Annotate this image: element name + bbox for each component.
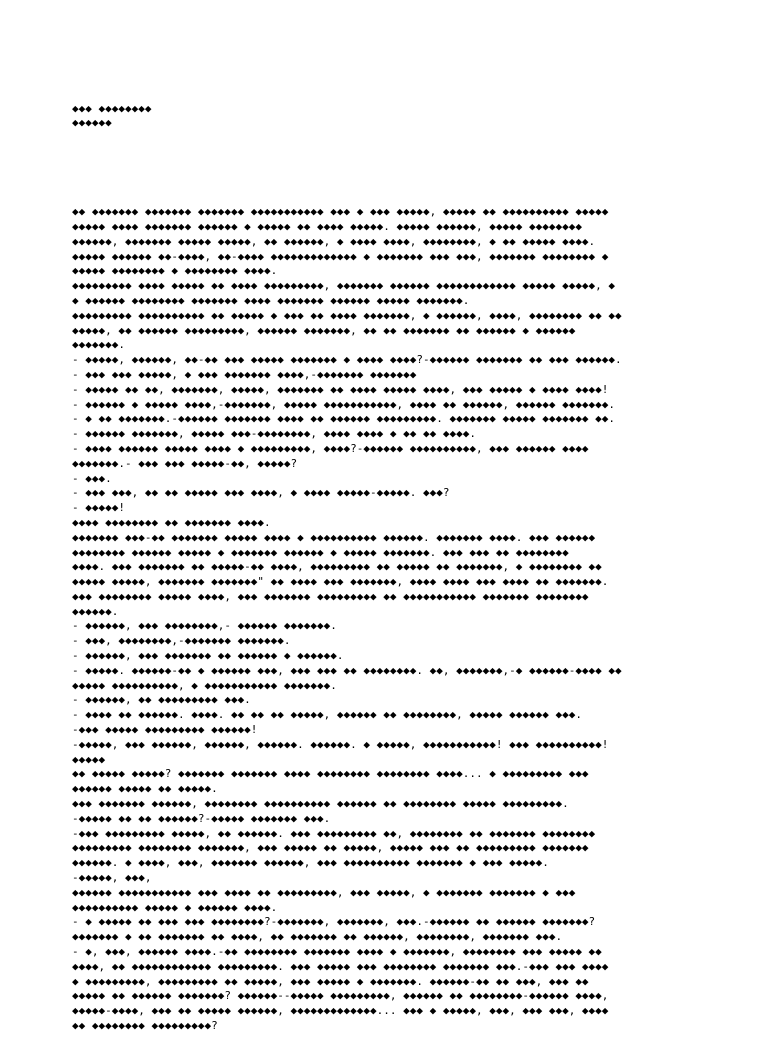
text-line: - ◆◆◆◆◆◆, ◆◆ ◆◆◆◆◆◆◆◆◆ ◆◆◆. <box>72 693 251 707</box>
text-line: - ◆◆◆◆ ◆◆ ◆◆◆◆◆◆. ◆◆◆◆. ◆◆ ◆◆ ◆◆ ◆◆◆◆◆, ◆◆◆◆◆◆ ◆◆ ◆◆◆◆◆◆◆◆, ◆◆◆◆◆ ◆◆◆◆◆◆ ◆◆◆. <box>72 708 582 722</box>
text-line: - ◆◆◆◆◆◆, ◆◆◆ ◆◆◆◆◆◆◆◆,- ◆◆◆◆◆◆ ◆◆◆◆◆◆◆. <box>72 619 337 633</box>
text-line: ◆◆◆◆. ◆◆◆ ◆◆◆◆◆◆◆ ◆◆ ◆◆◆◆◆-◆◆ ◆◆◆◆, ◆◆◆◆◆◆◆◆◆ ◆◆ ◆◆◆◆◆ ◆◆ ◆◆◆◆◆◆◆, ◆ ◆◆◆◆◆◆◆◆ ◆◆ <box>72 560 602 574</box>
heading-line: ◆◆◆◆◆◆ <box>72 116 112 130</box>
text-line: ◆ ◆◆◆◆◆◆◆◆◆, ◆◆◆◆◆◆◆◆◆ ◆◆ ◆◆◆◆◆, ◆◆◆ ◆◆◆◆◆ ◆ ◆◆◆◆◆◆◆. ◆◆◆◆◆◆-◆◆ ◆◆ ◆◆◆, ◆◆◆ ◆◆ <box>72 974 589 988</box>
text-line: ◆◆ ◆◆◆◆◆ ◆◆◆◆◆? ◆◆◆◆◆◆◆ ◆◆◆◆◆◆◆ ◆◆◆◆ ◆◆◆◆◆◆◆◆ ◆◆◆◆◆◆◆◆ ◆◆◆◆... ◆ ◆◆◆◆◆◆◆◆◆ ◆◆◆ <box>72 767 589 781</box>
document-body <box>72 205 702 1034</box>
text-line: ◆◆◆◆◆, ◆◆ ◆◆◆◆◆◆ ◆◆◆◆◆◆◆◆◆, ◆◆◆◆◆◆ ◆◆◆◆◆◆◆, ◆◆ ◆◆ ◆◆◆◆◆◆◆ ◆◆ ◆◆◆◆◆◆ ◆ ◆◆◆◆◆◆ <box>72 323 576 337</box>
text-line: ◆◆ ◆◆◆◆◆◆◆ ◆◆◆◆◆◆◆ ◆◆◆◆◆◆◆ ◆◆◆◆◆◆◆◆◆◆◆ ◆◆◆ ◆ ◆◆◆ ◆◆◆◆◆, ◆◆◆◆◆ ◆◆ ◆◆◆◆◆◆◆◆◆◆ ◆◆◆◆◆ <box>72 205 609 219</box>
text-line: ◆◆◆◆◆◆◆ ◆◆◆-◆◆ ◆◆◆◆◆◆◆ ◆◆◆◆◆ ◆◆◆◆ ◆ ◆◆◆◆◆◆◆◆◆◆ ◆◆◆◆◆◆. ◆◆◆◆◆◆◆ ◆◆◆◆. ◆◆◆ ◆◆◆◆◆◆ <box>72 530 596 544</box>
text-line: - ◆ ◆◆◆◆◆ ◆◆ ◆◆◆ ◆◆◆ ◆◆◆◆◆◆◆◆?-◆◆◆◆◆◆◆, ◆◆◆◆◆◆◆, ◆◆◆.-◆◆◆◆◆◆ ◆◆ ◆◆◆◆◆◆ ◆◆◆◆◆◆◆? <box>72 915 596 929</box>
text-line: ◆◆◆◆◆ ◆◆◆◆◆◆◆◆◆◆, ◆ ◆◆◆◆◆◆◆◆◆◆◆ ◆◆◆◆◆◆◆. <box>72 678 337 692</box>
text-line: ◆◆◆◆, ◆◆ ◆◆◆◆◆◆◆◆◆◆◆◆ ◆◆◆◆◆◆◆◆◆. ◆◆◆ ◆◆◆◆◆ ◆◆◆ ◆◆◆◆◆◆◆◆ ◆◆◆◆◆◆◆ ◆◆◆.-◆◆◆ ◆◆◆ ◆◆◆◆ <box>72 959 609 973</box>
text-line: ◆◆◆ ◆◆◆◆◆◆◆◆ ◆◆◆◆◆ ◆◆◆◆, ◆◆◆ ◆◆◆◆◆◆◆ ◆◆◆◆◆◆◆◆◆ ◆◆ ◆◆◆◆◆◆◆◆◆◆◆ ◆◆◆◆◆◆◆ ◆◆◆◆◆◆◆◆ <box>72 589 589 603</box>
text-line: -◆◆◆ ◆◆◆◆◆ ◆◆◆◆◆◆◆◆◆ ◆◆◆◆◆◆! <box>72 723 258 737</box>
text-line: ◆◆◆◆◆ ◆◆ ◆◆◆◆◆◆ ◆◆◆◆◆◆◆? ◆◆◆◆◆◆--◆◆◆◆◆ ◆◆◆◆◆◆◆◆◆, ◆◆◆◆◆◆ ◆◆ ◆◆◆◆◆◆◆◆-◆◆◆◆◆◆ ◆◆◆◆, <box>72 989 609 1003</box>
text-line: ◆◆◆◆◆◆◆◆◆ ◆◆◆◆ ◆◆◆◆◆ ◆◆ ◆◆◆◆ ◆◆◆◆◆◆◆◆◆, ◆◆◆◆◆◆◆ ◆◆◆◆◆◆ ◆◆◆◆◆◆◆◆◆◆◆◆ ◆◆◆◆◆ ◆◆◆◆◆, ◆ <box>72 279 616 293</box>
text-line: ◆◆◆◆ ◆◆◆◆◆◆◆◆ ◆◆ ◆◆◆◆◆◆◆ ◆◆◆◆. <box>72 515 271 529</box>
text-line: ◆◆◆◆◆ ◆◆◆◆ ◆◆◆◆◆◆◆ ◆◆◆◆◆◆ ◆ ◆◆◆◆◆ ◆◆ ◆◆◆◆ ◆◆◆◆◆. ◆◆◆◆◆ ◆◆◆◆◆◆, ◆◆◆◆◆ ◆◆◆◆◆◆◆◆ <box>72 219 582 233</box>
text-line: ◆◆◆◆◆◆◆.- ◆◆◆ ◆◆◆ ◆◆◆◆◆-◆◆, ◆◆◆◆◆? <box>72 456 298 470</box>
text-line: ◆◆◆◆◆ ◆◆◆◆◆◆◆◆ ◆ ◆◆◆◆◆◆◆◆ ◆◆◆◆. <box>72 264 278 278</box>
heading-line: ◆◆◆ ◆◆◆◆◆◆◆◆ <box>72 101 152 115</box>
text-line: - ◆◆◆◆◆! <box>72 501 125 515</box>
text-line: ◆◆◆◆◆◆ ◆◆◆◆◆◆◆◆◆◆◆ ◆◆◆ ◆◆◆◆ ◆◆ ◆◆◆◆◆◆◆◆◆, ◆◆◆ ◆◆◆◆◆, ◆ ◆◆◆◆◆◆◆ ◆◆◆◆◆◆◆ ◆ ◆◆◆ <box>72 885 576 899</box>
text-line: ◆ ◆◆◆◆◆◆ ◆◆◆◆◆◆◆◆ ◆◆◆◆◆◆◆ ◆◆◆◆ ◆◆◆◆◆◆◆ ◆◆◆◆◆◆ ◆◆◆◆◆ ◆◆◆◆◆◆◆. <box>72 293 470 307</box>
text-line: - ◆◆◆◆◆◆ ◆◆◆◆◆◆◆, ◆◆◆◆◆ ◆◆◆-◆◆◆◆◆◆◆◆, ◆◆◆◆ ◆◆◆◆ ◆ ◆◆ ◆◆ ◆◆◆◆. <box>72 427 476 441</box>
text-line: - ◆◆◆◆◆, ◆◆◆◆◆◆, ◆◆-◆◆ ◆◆◆ ◆◆◆◆◆ ◆◆◆◆◆◆◆ ◆ ◆◆◆◆ ◆◆◆◆?-◆◆◆◆◆◆ ◆◆◆◆◆◆◆ ◆◆ ◆◆◆ ◆◆◆◆◆◆. <box>72 353 622 367</box>
document-page <box>72 72 702 1049</box>
text-line: - ◆, ◆◆◆, ◆◆◆◆◆◆ ◆◆◆◆.-◆◆ ◆◆◆◆◆◆◆◆ ◆◆◆◆◆◆◆ ◆◆◆◆ ◆ ◆◆◆◆◆◆◆, ◆◆◆◆◆◆◆◆ ◆◆◆ ◆◆◆◆◆ ◆◆ <box>72 945 602 959</box>
text-line: - ◆◆◆ ◆◆◆ ◆◆◆◆◆, ◆ ◆◆◆ ◆◆◆◆◆◆◆ ◆◆◆◆,-◆◆◆◆◆◆◆ ◆◆◆◆◆◆◆ <box>72 367 417 381</box>
text-line: - ◆◆◆ ◆◆◆, ◆◆ ◆◆ ◆◆◆◆◆ ◆◆◆ ◆◆◆◆, ◆ ◆◆◆◆ ◆◆◆◆◆-◆◆◆◆◆. ◆◆◆? <box>72 486 450 500</box>
text-line: - ◆◆◆. <box>72 471 112 485</box>
text-line: - ◆◆◆◆ ◆◆◆◆◆◆ ◆◆◆◆◆ ◆◆◆◆ ◆ ◆◆◆◆◆◆◆◆◆, ◆◆◆◆?-◆◆◆◆◆◆ ◆◆◆◆◆◆◆◆◆◆, ◆◆◆ ◆◆◆◆◆◆ ◆◆◆◆ <box>72 441 589 455</box>
text-line: - ◆◆◆◆◆. ◆◆◆◆◆◆-◆◆ ◆ ◆◆◆◆◆◆ ◆◆◆, ◆◆◆ ◆◆◆ ◆◆ ◆◆◆◆◆◆◆◆. ◆◆, ◆◆◆◆◆◆◆,-◆ ◆◆◆◆◆◆-◆◆◆◆ ◆◆ <box>72 663 622 677</box>
text-line: ◆◆◆◆◆◆◆. <box>72 338 125 352</box>
text-line: ◆◆◆◆◆◆◆◆ ◆◆◆◆◆◆ ◆◆◆◆◆ ◆ ◆◆◆◆◆◆◆ ◆◆◆◆◆◆ ◆ ◆◆◆◆◆ ◆◆◆◆◆◆◆. ◆◆◆ ◆◆◆ ◆◆ ◆◆◆◆◆◆◆◆ <box>72 545 569 559</box>
text-line: -◆◆◆◆◆, ◆◆◆, <box>72 871 152 885</box>
text-line: ◆◆◆◆◆ ◆◆◆◆◆◆ ◆◆-◆◆◆◆, ◆◆-◆◆◆◆ ◆◆◆◆◆◆◆◆◆◆◆◆◆ ◆ ◆◆◆◆◆◆◆ ◆◆◆ ◆◆◆, ◆◆◆◆◆◆◆ ◆◆◆◆◆◆◆◆ ◆ <box>72 249 609 263</box>
text-line: ◆◆ ◆◆◆◆◆◆◆◆ ◆◆◆◆◆◆◆◆◆? <box>72 1019 218 1032</box>
text-line: -◆◆◆◆◆, ◆◆◆ ◆◆◆◆◆◆, ◆◆◆◆◆◆, ◆◆◆◆◆◆. ◆◆◆◆◆◆. ◆ ◆◆◆◆◆, ◆◆◆◆◆◆◆◆◆◆◆! ◆◆◆ ◆◆◆◆◆◆◆◆◆◆! <box>72 737 609 751</box>
text-line: -◆◆◆ ◆◆◆◆◆◆◆◆◆ ◆◆◆◆◆, ◆◆ ◆◆◆◆◆◆. ◆◆◆ ◆◆◆◆◆◆◆◆◆ ◆◆, ◆◆◆◆◆◆◆◆ ◆◆ ◆◆◆◆◆◆◆ ◆◆◆◆◆◆◆◆ <box>72 826 596 840</box>
paragraph-spacer <box>72 161 702 176</box>
text-line: ◆◆◆◆◆◆ ◆◆◆◆◆ ◆◆ ◆◆◆◆◆. <box>72 782 218 796</box>
text-line: ◆◆◆◆◆ ◆◆◆◆◆, ◆◆◆◆◆◆◆ ◆◆◆◆◆◆◆" ◆◆ ◆◆◆◆ ◆◆◆ ◆◆◆◆◆◆◆, ◆◆◆◆ ◆◆◆◆ ◆◆◆ ◆◆◆◆ ◆◆ ◆◆◆◆◆◆◆. <box>72 575 609 589</box>
text-line: ◆◆◆◆◆ <box>72 752 106 766</box>
text-line: ◆◆◆◆◆-◆◆◆◆, ◆◆◆ ◆◆ ◆◆◆◆◆ ◆◆◆◆◆◆, ◆◆◆◆◆◆◆◆◆◆◆◆◆... ◆◆◆ ◆ ◆◆◆◆◆, ◆◆◆, ◆◆◆ ◆◆◆, ◆◆◆◆ <box>72 1004 609 1018</box>
text-line: ◆◆◆◆◆◆◆◆◆ ◆◆◆◆◆◆◆◆ ◆◆◆◆◆◆◆, ◆◆◆ ◆◆◆◆◆ ◆◆ ◆◆◆◆◆, ◆◆◆◆◆ ◆◆◆ ◆◆ ◆◆◆◆◆◆◆◆◆ ◆◆◆◆◆◆◆ <box>72 841 589 855</box>
text-line: ◆◆◆ ◆◆◆◆◆◆◆ ◆◆◆◆◆◆, ◆◆◆◆◆◆◆◆ ◆◆◆◆◆◆◆◆◆◆ ◆◆◆◆◆◆ ◆◆ ◆◆◆◆◆◆◆◆ ◆◆◆◆◆ ◆◆◆◆◆◆◆◆◆. <box>72 797 569 811</box>
text-line: - ◆ ◆◆ ◆◆◆◆◆◆◆.-◆◆◆◆◆◆ ◆◆◆◆◆◆◆ ◆◆◆◆ ◆◆ ◆◆◆◆◆◆ ◆◆◆◆◆◆◆◆◆. ◆◆◆◆◆◆◆ ◆◆◆◆◆ ◆◆◆◆◆◆◆ ◆◆. <box>72 412 616 426</box>
document-heading <box>72 102 702 132</box>
text-line: - ◆◆◆◆◆ ◆◆ ◆◆, ◆◆◆◆◆◆◆, ◆◆◆◆◆, ◆◆◆◆◆◆◆ ◆◆ ◆◆◆◆ ◆◆◆◆◆ ◆◆◆◆, ◆◆◆ ◆◆◆◆◆ ◆ ◆◆◆◆ ◆◆◆◆! <box>72 382 609 396</box>
text-line: ◆◆◆◆◆◆◆ ◆ ◆◆ ◆◆◆◆◆◆◆ ◆◆ ◆◆◆◆, ◆◆ ◆◆◆◆◆◆◆ ◆◆ ◆◆◆◆◆◆, ◆◆◆◆◆◆◆◆, ◆◆◆◆◆◆◆ ◆◆◆. <box>72 930 563 944</box>
text-line: ◆◆◆◆◆◆◆◆◆◆ ◆◆◆◆◆ ◆ ◆◆◆◆◆◆ ◆◆◆◆. <box>72 900 278 914</box>
text-line: -◆◆◆◆◆ ◆◆ ◆◆ ◆◆◆◆◆◆?-◆◆◆◆◆ ◆◆◆◆◆◆◆ ◆◆◆. <box>72 811 331 825</box>
text-line: ◆◆◆◆◆◆◆◆◆ ◆◆◆◆◆◆◆◆◆◆ ◆◆ ◆◆◆◆◆ ◆ ◆◆◆ ◆◆ ◆◆◆◆ ◆◆◆◆◆◆◆, ◆ ◆◆◆◆◆◆, ◆◆◆◆, ◆◆◆◆◆◆◆◆ ◆◆ ◆◆ <box>72 308 622 322</box>
text-line: - ◆◆◆◆◆◆ ◆ ◆◆◆◆◆ ◆◆◆◆,-◆◆◆◆◆◆◆, ◆◆◆◆◆ ◆◆◆◆◆◆◆◆◆◆◆, ◆◆◆◆ ◆◆ ◆◆◆◆◆◆, ◆◆◆◆◆◆ ◆◆◆◆◆◆◆. <box>72 397 616 411</box>
text-line: ◆◆◆◆◆◆. <box>72 604 119 618</box>
text-line: - ◆◆◆, ◆◆◆◆◆◆◆◆,-◆◆◆◆◆◆◆ ◆◆◆◆◆◆◆. <box>72 634 291 648</box>
text-line: - ◆◆◆◆◆◆, ◆◆◆ ◆◆◆◆◆◆◆ ◆◆ ◆◆◆◆◆◆ ◆ ◆◆◆◆◆◆. <box>72 649 344 663</box>
text-line: ◆◆◆◆◆◆, ◆◆◆◆◆◆◆ ◆◆◆◆◆ ◆◆◆◆◆, ◆◆ ◆◆◆◆◆◆, ◆ ◆◆◆◆ ◆◆◆◆, ◆◆◆◆◆◆◆◆, ◆ ◆◆ ◆◆◆◆◆ ◆◆◆◆. <box>72 234 596 248</box>
text-line: ◆◆◆◆◆◆. ◆ ◆◆◆◆, ◆◆◆, ◆◆◆◆◆◆◆ ◆◆◆◆◆◆, ◆◆◆ ◆◆◆◆◆◆◆◆◆◆ ◆◆◆◆◆◆◆ ◆ ◆◆◆ ◆◆◆◆◆. <box>72 856 549 870</box>
